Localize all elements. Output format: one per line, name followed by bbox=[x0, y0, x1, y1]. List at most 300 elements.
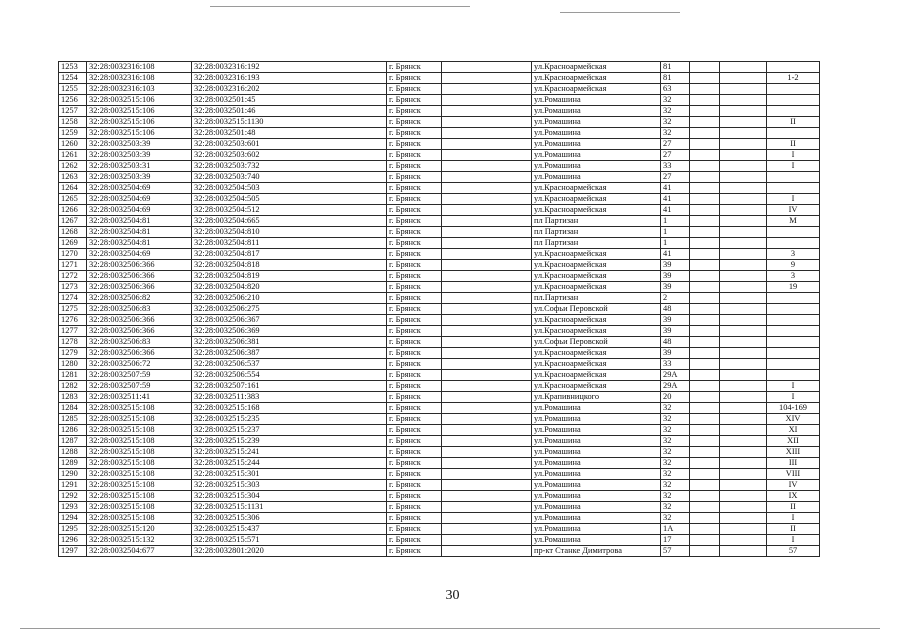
empty-cell bbox=[690, 414, 720, 425]
house-number-cell: 33 bbox=[661, 161, 690, 172]
street-cell: ул.Красноармейская bbox=[532, 73, 661, 84]
parent-cadastral-number-cell: 32:28:0032515:120 bbox=[87, 524, 192, 535]
empty-cell bbox=[720, 249, 767, 260]
empty-cell bbox=[720, 414, 767, 425]
street-cell: ул.Ромашина bbox=[532, 106, 661, 117]
cadastral-number-cell: 32:28:0032515:168 bbox=[192, 403, 387, 414]
street-cell: ул.Красноармейская bbox=[532, 84, 661, 95]
table-row bbox=[59, 293, 820, 304]
table-row bbox=[59, 458, 820, 469]
empty-cell bbox=[690, 117, 720, 128]
empty-cell bbox=[690, 535, 720, 546]
city-cell: г. Брянск bbox=[387, 326, 442, 337]
register-table-body bbox=[59, 62, 820, 557]
empty-cell bbox=[690, 172, 720, 183]
cadastral-number-cell: 32:28:0032503:740 bbox=[192, 172, 387, 183]
row-number-cell: 1258 bbox=[59, 117, 87, 128]
city-cell: г. Брянск bbox=[387, 227, 442, 238]
city-cell: г. Брянск bbox=[387, 150, 442, 161]
cadastral-number-cell: 32:28:0032506:210 bbox=[192, 293, 387, 304]
premises-number-cell: II bbox=[767, 502, 820, 513]
cadastral-number-cell: 32:28:0032515:239 bbox=[192, 436, 387, 447]
street-cell: ул.Ромашина bbox=[532, 469, 661, 480]
house-number-cell: 39 bbox=[661, 260, 690, 271]
parent-cadastral-number-cell: 32:28:0032515:108 bbox=[87, 436, 192, 447]
house-number-cell: 29А bbox=[661, 370, 690, 381]
empty-cell bbox=[442, 337, 532, 348]
city-cell: г. Брянск bbox=[387, 238, 442, 249]
table-row bbox=[59, 425, 820, 436]
table-row bbox=[59, 348, 820, 359]
parent-cadastral-number-cell: 32:28:0032515:108 bbox=[87, 447, 192, 458]
street-cell: ул.Ромашина bbox=[532, 524, 661, 535]
street-cell: пл.Партизан bbox=[532, 293, 661, 304]
city-cell: г. Брянск bbox=[387, 502, 442, 513]
row-number-cell: 1269 bbox=[59, 238, 87, 249]
premises-number-cell bbox=[767, 315, 820, 326]
empty-cell bbox=[690, 425, 720, 436]
street-cell: ул.Красноармейская bbox=[532, 260, 661, 271]
empty-cell bbox=[442, 381, 532, 392]
city-cell: г. Брянск bbox=[387, 117, 442, 128]
parent-cadastral-number-cell: 32:28:0032506:83 bbox=[87, 304, 192, 315]
city-cell: г. Брянск bbox=[387, 447, 442, 458]
empty-cell bbox=[442, 370, 532, 381]
empty-cell bbox=[690, 106, 720, 117]
house-number-cell: 33 bbox=[661, 359, 690, 370]
empty-cell bbox=[442, 227, 532, 238]
house-number-cell: 32 bbox=[661, 513, 690, 524]
table-row bbox=[59, 139, 820, 150]
street-cell: ул.Ромашина bbox=[532, 139, 661, 150]
scan-artifact-bottom bbox=[20, 628, 880, 629]
premises-number-cell bbox=[767, 293, 820, 304]
cadastral-number-cell: 32:28:0032515:306 bbox=[192, 513, 387, 524]
scan-artifact-top-right bbox=[560, 12, 680, 13]
street-cell: ул.Крапивницкого bbox=[532, 392, 661, 403]
parent-cadastral-number-cell: 32:28:0032504:69 bbox=[87, 205, 192, 216]
premises-number-cell: 57 bbox=[767, 546, 820, 557]
premises-number-cell: XIII bbox=[767, 447, 820, 458]
empty-cell bbox=[690, 491, 720, 502]
table-row bbox=[59, 216, 820, 227]
cadastral-number-cell: 32:28:0032506:369 bbox=[192, 326, 387, 337]
premises-number-cell: I bbox=[767, 392, 820, 403]
house-number-cell: 27 bbox=[661, 150, 690, 161]
empty-cell bbox=[720, 370, 767, 381]
house-number-cell: 32 bbox=[661, 425, 690, 436]
city-cell: г. Брянск bbox=[387, 403, 442, 414]
parent-cadastral-number-cell: 32:28:0032506:83 bbox=[87, 337, 192, 348]
parent-cadastral-number-cell: 32:28:0032504:677 bbox=[87, 546, 192, 557]
table-row bbox=[59, 469, 820, 480]
house-number-cell: 32 bbox=[661, 95, 690, 106]
city-cell: г. Брянск bbox=[387, 106, 442, 117]
scan-artifact-top bbox=[210, 6, 470, 7]
table-row bbox=[59, 546, 820, 557]
row-number-cell: 1273 bbox=[59, 282, 87, 293]
cadastral-number-cell: 32:28:0032506:275 bbox=[192, 304, 387, 315]
empty-cell bbox=[690, 128, 720, 139]
empty-cell bbox=[720, 403, 767, 414]
parent-cadastral-number-cell: 32:28:0032515:106 bbox=[87, 128, 192, 139]
cadastral-number-cell: 32:28:0032503:602 bbox=[192, 150, 387, 161]
street-cell: ул.Красноармейская bbox=[532, 194, 661, 205]
row-number-cell: 1277 bbox=[59, 326, 87, 337]
street-cell: ул.Софьи Перовской bbox=[532, 337, 661, 348]
house-number-cell: 39 bbox=[661, 348, 690, 359]
cadastral-number-cell: 32:28:0032515:303 bbox=[192, 480, 387, 491]
street-cell: ул.Ромашина bbox=[532, 502, 661, 513]
street-cell: ул.Красноармейская bbox=[532, 205, 661, 216]
empty-cell bbox=[720, 95, 767, 106]
premises-number-cell bbox=[767, 128, 820, 139]
parent-cadastral-number-cell: 32:28:0032504:69 bbox=[87, 183, 192, 194]
empty-cell bbox=[720, 513, 767, 524]
house-number-cell: 32 bbox=[661, 106, 690, 117]
empty-cell bbox=[720, 194, 767, 205]
city-cell: г. Брянск bbox=[387, 249, 442, 260]
premises-number-cell: I bbox=[767, 150, 820, 161]
row-number-cell: 1289 bbox=[59, 458, 87, 469]
street-cell: ул.Красноармейская bbox=[532, 381, 661, 392]
table-row bbox=[59, 183, 820, 194]
parent-cadastral-number-cell: 32:28:0032515:108 bbox=[87, 458, 192, 469]
premises-number-cell bbox=[767, 348, 820, 359]
parent-cadastral-number-cell: 32:28:0032515:132 bbox=[87, 535, 192, 546]
city-cell: г. Брянск bbox=[387, 271, 442, 282]
empty-cell bbox=[442, 216, 532, 227]
empty-cell bbox=[690, 546, 720, 557]
empty-cell bbox=[720, 183, 767, 194]
parent-cadastral-number-cell: 32:28:0032506:366 bbox=[87, 260, 192, 271]
parent-cadastral-number-cell: 32:28:0032504:81 bbox=[87, 216, 192, 227]
empty-cell bbox=[720, 469, 767, 480]
cadastral-number-cell: 32:28:0032503:732 bbox=[192, 161, 387, 172]
row-number-cell: 1294 bbox=[59, 513, 87, 524]
empty-cell bbox=[690, 524, 720, 535]
row-number-cell: 1270 bbox=[59, 249, 87, 260]
empty-cell bbox=[442, 172, 532, 183]
empty-cell bbox=[690, 381, 720, 392]
empty-cell bbox=[442, 161, 532, 172]
city-cell: г. Брянск bbox=[387, 315, 442, 326]
street-cell: пр-кт Станке Димитрова bbox=[532, 546, 661, 557]
house-number-cell: 57 bbox=[661, 546, 690, 557]
premises-number-cell: II bbox=[767, 524, 820, 535]
empty-cell bbox=[690, 304, 720, 315]
house-number-cell: 41 bbox=[661, 205, 690, 216]
house-number-cell: 2 bbox=[661, 293, 690, 304]
house-number-cell: 32 bbox=[661, 128, 690, 139]
empty-cell bbox=[690, 73, 720, 84]
empty-cell bbox=[442, 546, 532, 557]
premises-number-cell: IV bbox=[767, 480, 820, 491]
row-number-cell: 1283 bbox=[59, 392, 87, 403]
cadastral-number-cell: 32:28:0032316:193 bbox=[192, 73, 387, 84]
empty-cell bbox=[720, 216, 767, 227]
row-number-cell: 1292 bbox=[59, 491, 87, 502]
row-number-cell: 1261 bbox=[59, 150, 87, 161]
row-number-cell: 1272 bbox=[59, 271, 87, 282]
house-number-cell: 29А bbox=[661, 381, 690, 392]
row-number-cell: 1284 bbox=[59, 403, 87, 414]
cadastral-number-cell: 32:28:0032515:571 bbox=[192, 535, 387, 546]
empty-cell bbox=[720, 238, 767, 249]
house-number-cell: 32 bbox=[661, 502, 690, 513]
empty-cell bbox=[690, 84, 720, 95]
empty-cell bbox=[442, 458, 532, 469]
empty-cell bbox=[690, 337, 720, 348]
parent-cadastral-number-cell: 32:28:0032515:108 bbox=[87, 403, 192, 414]
city-cell: г. Брянск bbox=[387, 304, 442, 315]
empty-cell bbox=[690, 271, 720, 282]
cadastral-number-cell: 32:28:0032504:665 bbox=[192, 216, 387, 227]
empty-cell bbox=[690, 150, 720, 161]
empty-cell bbox=[720, 172, 767, 183]
parent-cadastral-number-cell: 32:28:0032506:366 bbox=[87, 282, 192, 293]
empty-cell bbox=[690, 139, 720, 150]
premises-number-cell bbox=[767, 304, 820, 315]
table-row bbox=[59, 117, 820, 128]
city-cell: г. Брянск bbox=[387, 216, 442, 227]
row-number-cell: 1281 bbox=[59, 370, 87, 381]
empty-cell bbox=[720, 139, 767, 150]
table-row bbox=[59, 106, 820, 117]
table-row bbox=[59, 238, 820, 249]
table-row bbox=[59, 370, 820, 381]
empty-cell bbox=[442, 469, 532, 480]
empty-cell bbox=[690, 370, 720, 381]
empty-cell bbox=[442, 95, 532, 106]
empty-cell bbox=[442, 425, 532, 436]
empty-cell bbox=[720, 392, 767, 403]
premises-number-cell: I bbox=[767, 194, 820, 205]
house-number-cell: 39 bbox=[661, 282, 690, 293]
house-number-cell: 20 bbox=[661, 392, 690, 403]
empty-cell bbox=[690, 315, 720, 326]
city-cell: г. Брянск bbox=[387, 392, 442, 403]
empty-cell bbox=[690, 392, 720, 403]
empty-cell bbox=[690, 403, 720, 414]
city-cell: г. Брянск bbox=[387, 62, 442, 73]
row-number-cell: 1297 bbox=[59, 546, 87, 557]
empty-cell bbox=[442, 238, 532, 249]
premises-number-cell bbox=[767, 95, 820, 106]
row-number-cell: 1296 bbox=[59, 535, 87, 546]
table-row bbox=[59, 282, 820, 293]
empty-cell bbox=[690, 205, 720, 216]
empty-cell bbox=[442, 84, 532, 95]
street-cell: ул.Ромашина bbox=[532, 150, 661, 161]
cadastral-number-cell: 32:28:0032504:503 bbox=[192, 183, 387, 194]
empty-cell bbox=[690, 95, 720, 106]
table-row bbox=[59, 480, 820, 491]
city-cell: г. Брянск bbox=[387, 293, 442, 304]
empty-cell bbox=[442, 348, 532, 359]
premises-number-cell bbox=[767, 370, 820, 381]
table-row bbox=[59, 128, 820, 139]
parent-cadastral-number-cell: 32:28:0032503:39 bbox=[87, 172, 192, 183]
cadastral-number-cell: 32:28:0032504:512 bbox=[192, 205, 387, 216]
row-number-cell: 1256 bbox=[59, 95, 87, 106]
empty-cell bbox=[720, 128, 767, 139]
empty-cell bbox=[442, 480, 532, 491]
empty-cell bbox=[720, 282, 767, 293]
empty-cell bbox=[442, 535, 532, 546]
row-number-cell: 1264 bbox=[59, 183, 87, 194]
row-number-cell: 1267 bbox=[59, 216, 87, 227]
table-row bbox=[59, 381, 820, 392]
premises-number-cell bbox=[767, 84, 820, 95]
cadastral-number-cell: 32:28:0032515:244 bbox=[192, 458, 387, 469]
cadastral-number-cell: 32:28:0032504:817 bbox=[192, 249, 387, 260]
empty-cell bbox=[690, 502, 720, 513]
city-cell: г. Брянск bbox=[387, 84, 442, 95]
house-number-cell: 41 bbox=[661, 183, 690, 194]
parent-cadastral-number-cell: 32:28:0032503:39 bbox=[87, 150, 192, 161]
empty-cell bbox=[720, 326, 767, 337]
empty-cell bbox=[442, 491, 532, 502]
house-number-cell: 48 bbox=[661, 304, 690, 315]
table-row bbox=[59, 62, 820, 73]
house-number-cell: 81 bbox=[661, 62, 690, 73]
row-number-cell: 1266 bbox=[59, 205, 87, 216]
cadastral-number-cell: 32:28:0032316:202 bbox=[192, 84, 387, 95]
premises-number-cell: 19 bbox=[767, 282, 820, 293]
city-cell: г. Брянск bbox=[387, 260, 442, 271]
empty-cell bbox=[720, 315, 767, 326]
empty-cell bbox=[720, 436, 767, 447]
row-number-cell: 1260 bbox=[59, 139, 87, 150]
street-cell: ул.Красноармейская bbox=[532, 326, 661, 337]
empty-cell bbox=[690, 359, 720, 370]
house-number-cell: 32 bbox=[661, 414, 690, 425]
street-cell: ул.Ромашина bbox=[532, 458, 661, 469]
parent-cadastral-number-cell: 32:28:0032515:108 bbox=[87, 502, 192, 513]
empty-cell bbox=[442, 249, 532, 260]
table-row bbox=[59, 315, 820, 326]
row-number-cell: 1288 bbox=[59, 447, 87, 458]
empty-cell bbox=[442, 359, 532, 370]
parent-cadastral-number-cell: 32:28:0032506:82 bbox=[87, 293, 192, 304]
empty-cell bbox=[690, 480, 720, 491]
parent-cadastral-number-cell: 32:28:0032515:106 bbox=[87, 117, 192, 128]
empty-cell bbox=[720, 348, 767, 359]
parent-cadastral-number-cell: 32:28:0032504:81 bbox=[87, 227, 192, 238]
row-number-cell: 1263 bbox=[59, 172, 87, 183]
city-cell: г. Брянск bbox=[387, 172, 442, 183]
premises-number-cell bbox=[767, 326, 820, 337]
empty-cell bbox=[720, 337, 767, 348]
empty-cell bbox=[720, 62, 767, 73]
house-number-cell: 39 bbox=[661, 271, 690, 282]
empty-cell bbox=[442, 73, 532, 84]
cadastral-number-cell: 32:28:0032504:810 bbox=[192, 227, 387, 238]
empty-cell bbox=[720, 524, 767, 535]
premises-number-cell: I bbox=[767, 381, 820, 392]
city-cell: г. Брянск bbox=[387, 348, 442, 359]
premises-number-cell bbox=[767, 183, 820, 194]
parent-cadastral-number-cell: 32:28:0032316:103 bbox=[87, 84, 192, 95]
empty-cell bbox=[690, 238, 720, 249]
empty-cell bbox=[720, 447, 767, 458]
empty-cell bbox=[442, 513, 532, 524]
street-cell: пл Партизан bbox=[532, 238, 661, 249]
empty-cell bbox=[720, 535, 767, 546]
house-number-cell: 32 bbox=[661, 436, 690, 447]
empty-cell bbox=[690, 216, 720, 227]
row-number-cell: 1276 bbox=[59, 315, 87, 326]
premises-number-cell: XII bbox=[767, 436, 820, 447]
house-number-cell: 41 bbox=[661, 194, 690, 205]
house-number-cell: 48 bbox=[661, 337, 690, 348]
street-cell: ул.Красноармейская bbox=[532, 370, 661, 381]
cadastral-number-cell: 32:28:0032506:367 bbox=[192, 315, 387, 326]
house-number-cell: 32 bbox=[661, 480, 690, 491]
empty-cell bbox=[690, 227, 720, 238]
empty-cell bbox=[720, 84, 767, 95]
cadastral-number-cell: 32:28:0032515:1131 bbox=[192, 502, 387, 513]
street-cell: ул.Ромашина bbox=[532, 535, 661, 546]
parent-cadastral-number-cell: 32:28:0032506:366 bbox=[87, 326, 192, 337]
row-number-cell: 1275 bbox=[59, 304, 87, 315]
premises-number-cell: II bbox=[767, 139, 820, 150]
cadastral-number-cell: 32:28:0032316:192 bbox=[192, 62, 387, 73]
empty-cell bbox=[442, 139, 532, 150]
empty-cell bbox=[442, 326, 532, 337]
cadastral-number-cell: 32:28:0032511:383 bbox=[192, 392, 387, 403]
cadastral-number-cell: 32:28:0032504:811 bbox=[192, 238, 387, 249]
table-row bbox=[59, 194, 820, 205]
table-row bbox=[59, 260, 820, 271]
cadastral-number-cell: 32:28:0032506:537 bbox=[192, 359, 387, 370]
row-number-cell: 1286 bbox=[59, 425, 87, 436]
empty-cell bbox=[720, 73, 767, 84]
street-cell: ул.Красноармейская bbox=[532, 249, 661, 260]
empty-cell bbox=[720, 491, 767, 502]
table-row bbox=[59, 502, 820, 513]
premises-number-cell: XIV bbox=[767, 414, 820, 425]
empty-cell bbox=[720, 260, 767, 271]
street-cell: ул.Ромашина bbox=[532, 128, 661, 139]
row-number-cell: 1257 bbox=[59, 106, 87, 117]
city-cell: г. Брянск bbox=[387, 480, 442, 491]
empty-cell bbox=[720, 304, 767, 315]
city-cell: г. Брянск bbox=[387, 194, 442, 205]
city-cell: г. Брянск bbox=[387, 436, 442, 447]
empty-cell bbox=[442, 502, 532, 513]
house-number-cell: 17 bbox=[661, 535, 690, 546]
table-row bbox=[59, 326, 820, 337]
row-number-cell: 1285 bbox=[59, 414, 87, 425]
premises-number-cell bbox=[767, 172, 820, 183]
empty-cell bbox=[720, 458, 767, 469]
city-cell: г. Брянск bbox=[387, 381, 442, 392]
cadastral-number-cell: 32:28:0032507:161 bbox=[192, 381, 387, 392]
table-row bbox=[59, 392, 820, 403]
house-number-cell: 32 bbox=[661, 469, 690, 480]
cadastral-number-cell: 32:28:0032515:301 bbox=[192, 469, 387, 480]
street-cell: ул.Ромашина bbox=[532, 161, 661, 172]
cadastral-number-cell: 32:28:0032504:818 bbox=[192, 260, 387, 271]
house-number-cell: 32 bbox=[661, 117, 690, 128]
parent-cadastral-number-cell: 32:28:0032503:39 bbox=[87, 139, 192, 150]
empty-cell bbox=[720, 150, 767, 161]
empty-cell bbox=[690, 469, 720, 480]
premises-number-cell: 3 bbox=[767, 271, 820, 282]
empty-cell bbox=[720, 381, 767, 392]
